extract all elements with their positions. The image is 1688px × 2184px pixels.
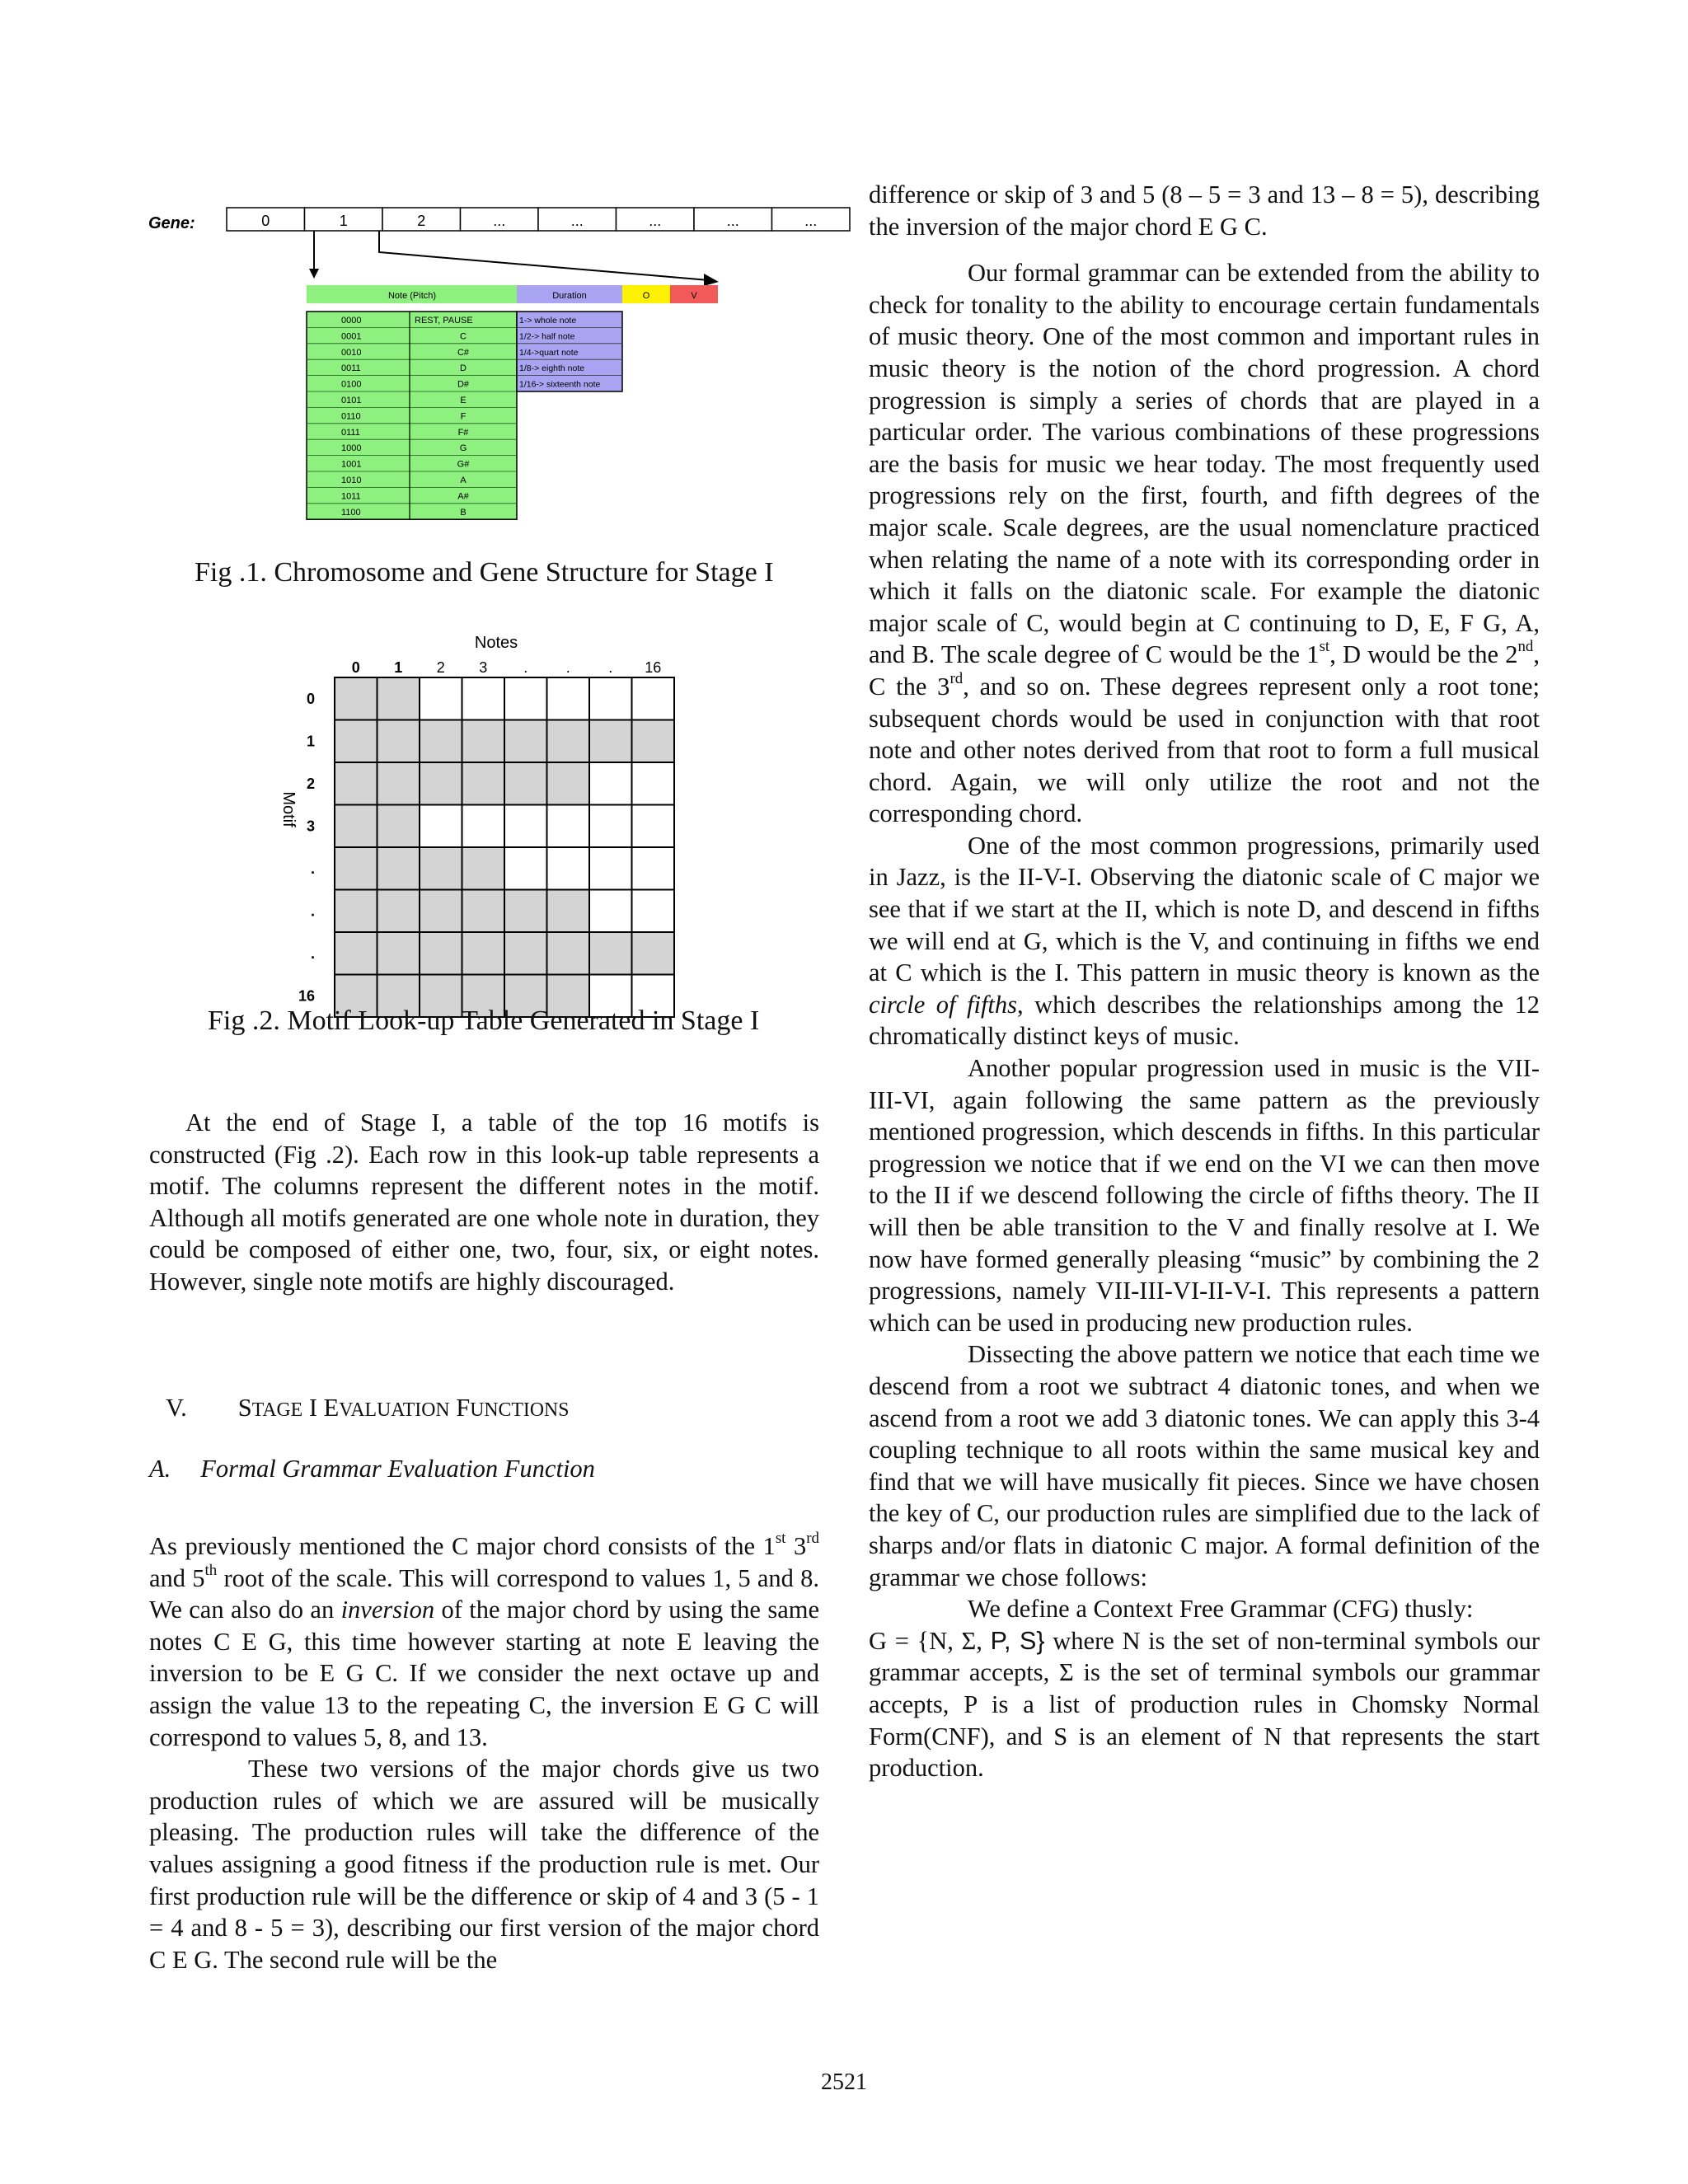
motif-row-label: . (310, 944, 315, 962)
motif-cell-empty (589, 847, 632, 890)
paragraph-production-rules: These two versions of the major chords give us two production rules of which we are assured will be musically pleasing. The production rules will take the difference of the values assigning a good fitness if the production rule is met. Our first production rule will be the difference or skip of 4 and 3 (5 - 1 = 4 and 8 - 5 = 3), describing our first version of the major chord C E G. The second rule will be the (149, 1755, 819, 1974)
motif-column-label: 0 (351, 659, 360, 676)
motif-cell-empty (504, 847, 547, 890)
motif-cell-filled (377, 890, 420, 933)
motif-cell-filled (420, 932, 462, 975)
motif-cell-empty (420, 677, 462, 720)
motif-column-label: . (608, 659, 613, 676)
motif-cell-filled (335, 762, 377, 805)
paragraph-cfg-tuple: G = {N, Σ, P, S} where N is the set of non-terminal symbols our grammar accepts, Σ is the set of terminal symbols our grammar accepts, P is a list of production rules in Chomsky Normal Form(CNF), and S is an element of N that represents the start production. (869, 1626, 1540, 1783)
gene-cell-label: ... (726, 213, 739, 229)
note-table-frame (307, 312, 517, 519)
section-number: V. (166, 1394, 187, 1422)
motif-cell-empty (589, 677, 632, 720)
v-header-label: V (691, 291, 697, 301)
motif-cell-filled (462, 720, 505, 763)
note-pitch-name: REST, PAUSE (415, 316, 473, 326)
motif-cell-filled (547, 720, 590, 763)
motif-axis-title: Motif (279, 791, 298, 827)
motif-cell-filled (547, 762, 590, 805)
duration-header-label: Duration (552, 291, 587, 301)
motif-cell-filled (377, 847, 420, 890)
motif-cell-empty (589, 805, 632, 848)
subsection-heading-a (149, 1455, 595, 1483)
motif-cell-filled (589, 720, 632, 763)
right-column-body (869, 179, 1540, 1784)
motif-cell-filled (335, 720, 377, 763)
motif-cell-empty (462, 805, 505, 848)
note-pitch-name: D (460, 363, 467, 374)
motif-cell-empty (632, 890, 675, 933)
note-pitch-name: C# (457, 347, 470, 358)
note-binary-code: 0101 (341, 396, 362, 405)
left-column-body (149, 1530, 819, 1975)
duration-entry: 1/16-> sixteenth note (519, 379, 601, 390)
paragraph-inversion-difference: difference or skip of 3 and 5 (8 – 5 = 3 and 13 – 8 = 5), describing the inversion of the major chord E G C. (869, 180, 1540, 241)
motif-column-label: . (523, 659, 528, 676)
motif-cell-filled (632, 932, 675, 975)
motif-cell-filled (335, 805, 377, 848)
figure-2-caption: Fig .2. Motif Look-up Table Generated in Stage I (208, 1005, 760, 1036)
motif-cell-empty (632, 847, 675, 890)
motif-cell-filled (504, 720, 547, 763)
section-heading-v (166, 1394, 569, 1422)
motif-cell-filled (462, 890, 505, 933)
note-pitch-name: F# (457, 427, 469, 438)
duration-table (517, 312, 622, 391)
motif-cell-filled (420, 720, 462, 763)
motif-cell-filled (420, 890, 462, 933)
motif-cell-filled (335, 890, 377, 933)
motif-cell-filled (335, 677, 377, 720)
duration-entry: 1/2-> half note (519, 331, 575, 342)
o-header-label: O (642, 291, 650, 301)
motif-cell-filled (547, 932, 590, 975)
gene-cell-label: ... (570, 213, 584, 229)
subsection-title: Formal Grammar Evaluation Function (200, 1455, 595, 1483)
note-pitch-name: B (460, 507, 467, 518)
figure-1-caption: Fig .1. Chromosome and Gene Structure for Stage I (195, 557, 774, 588)
figure-1-chromosome-diagram (140, 198, 857, 527)
note-pitch-name: A (460, 476, 467, 485)
motif-cell-filled (420, 847, 462, 890)
motif-cell-empty (504, 677, 547, 720)
motif-cell-filled (504, 762, 547, 805)
motif-cell-filled (462, 847, 505, 890)
motif-cell-filled (377, 932, 420, 975)
note-binary-code: 0111 (341, 427, 360, 438)
paragraph-ii-v-i: One of the most common progressions, primarily used in Jazz, is the II-V-I. Observing the diatonic scale of C major we see that if we start at the II, which is note D, and descend in fifths we will end at G, which is the V, and continuing in fifths we end at C which is the I. This pattern in music theory is known as the circle of fifths, which describes the relationships among the 12 chromatically distinct keys of music. (869, 831, 1540, 1051)
motif-cell-filled (547, 890, 590, 933)
motif-column-label: 3 (479, 659, 488, 676)
note-binary-code: 0011 (341, 363, 361, 374)
motif-grid (335, 677, 674, 1017)
duration-entry: 1/8-> eighth note (519, 363, 585, 374)
motif-row-label: . (310, 902, 315, 920)
motif-cell-empty (589, 762, 632, 805)
motif-column-label: . (565, 659, 570, 676)
motif-cell-filled (377, 677, 420, 720)
note-binary-code: 0001 (341, 331, 362, 342)
motif-cell-empty (547, 677, 590, 720)
note-pitch-name: F (460, 411, 467, 422)
paragraph-chord-progression: Our formal grammar can be extended from the ability to check for tonality to the ability to encourage certain fundamentals of music theory. One of the most common and important rules in music theory is the notion of the chord progression. A chord progression is simply a series of chords that are played in a particular order. The various combinations of these progressions are the basis for music we hear today. The most frequently used progressions rely on the first, fourth, and fifth degrees of the major scale. Scale degrees, are the usual nomenclature practiced when relating the name of a note with its corresponding order in which it falls on the diatonic scale. For example the diatonic major scale of C, would begin at C continuing to D, E, F G, A, and B. The scale degree of C would be the 1st, D would be the 2nd, C the 3rd, and so on. These degrees represent only a root tone; subsequent chords would be used in conjunction with that root note and other notes derived from that root to form a full musical chord. Again, we will only utilize the root and not the corresponding chord. (869, 259, 1540, 828)
motif-column-label: 1 (394, 659, 403, 676)
gene-cell-label: 2 (417, 213, 426, 229)
motif-cell-empty (420, 805, 462, 848)
section-title: STAGE I EVALUATION FUNCTIONS (237, 1394, 570, 1422)
gene-arrow-right-head (704, 274, 719, 286)
motif-cell-filled (462, 932, 505, 975)
paragraph-dissecting-pattern: Dissecting the above pattern we notice that each time we descend from a root we subtract 4 diatonic tones, and when we ascend from a root we add 3 diatonic tones. We can apply this 3-4 coupling technique to all roots within the same musical key and find that we will have musically fit pieces. Since we have chosen the key of C, our production rules are simplified due to the lack of sharps and/or flats in diatonic C major. A formal definition of the grammar we chose follows: (869, 1340, 1540, 1591)
gene-cell-label: ... (493, 213, 506, 229)
gene-cell-label: ... (804, 213, 818, 229)
motif-cell-empty (504, 805, 547, 848)
motif-row-label: 3 (306, 818, 315, 835)
motif-cell-empty (589, 890, 632, 933)
motif-cell-filled (377, 720, 420, 763)
motif-cell-empty (462, 677, 505, 720)
note-binary-code: 0000 (341, 316, 362, 326)
motif-row-label: . (310, 860, 315, 877)
motif-row-labels (298, 691, 315, 1005)
motif-cell-filled (335, 932, 377, 975)
motif-cell-filled (504, 932, 547, 975)
gene-label: Gene: (148, 214, 195, 232)
duration-entry: 1/4->quart note (519, 347, 579, 358)
motif-cell-filled (335, 847, 377, 890)
motif-cell-filled (377, 762, 420, 805)
page-number: 2521 (821, 2069, 867, 2095)
motif-cell-filled (377, 805, 420, 848)
figure-2-motif-table (272, 626, 701, 1005)
duration-entry: 1-> whole note (519, 316, 577, 326)
note-binary-code: 1000 (341, 443, 362, 454)
subsection-letter: A. (149, 1455, 171, 1483)
paragraph-stage-i-table: At the end of Stage I, a table of the top 16 motifs is constructed (Fig .2). Each row in this look-up table represents a motif. The columns represent the different notes in the motif. Although all motifs generated are one whole note in duration, they could be composed of either one, two, four, six, or eight notes. However, single note motifs are highly discouraged. (149, 1108, 819, 1296)
note-binary-code: 0100 (341, 379, 362, 390)
gene-arrow-right (379, 231, 709, 280)
motif-column-labels (352, 659, 662, 676)
note-pitch-name: E (460, 396, 467, 405)
paragraph-cfg-definition: We define a Context Free Grammar (CFG) thusly: (968, 1595, 1474, 1624)
motif-cell-filled (632, 720, 675, 763)
gene-cell-label: 1 (339, 213, 348, 229)
motif-cell-filled (589, 932, 632, 975)
motif-cell-empty (547, 805, 590, 848)
paragraph-vii-iii-vi: Another popular progression used in music is the VII-III-VI, again following the same pattern as the previously mentioned progression, which descends in fifths. In this particular progression we notice that if we end on the VI we can then move to the II if we descend following the circle of fifths theory. The II will then be able transition to the V and finally resolve at I. We now have formed generally pleasing “music” by combining the 2 progressions, namely VII-III-VI-II-V-I. This represents a pattern which can be used in producing new production rules. (869, 1054, 1540, 1337)
note-pitch-name: A# (457, 491, 469, 502)
motif-cell-empty (632, 805, 675, 848)
motif-column-label: 2 (436, 659, 445, 676)
note-pitch-table (307, 312, 517, 519)
gene-cell-label: ... (649, 213, 662, 229)
motif-cell-empty (632, 762, 675, 805)
note-binary-code: 1001 (341, 459, 362, 470)
motif-cell-filled (420, 762, 462, 805)
note-binary-code: 0010 (341, 347, 362, 358)
gene-cell-label: 0 (261, 213, 270, 229)
motif-row-label: 16 (298, 987, 315, 1005)
note-header-label: Note (Pitch) (387, 291, 437, 301)
motif-column-label: 16 (645, 659, 662, 676)
note-pitch-name: G# (457, 459, 470, 470)
motif-row-label: 2 (306, 775, 315, 792)
motif-cell-empty (632, 677, 675, 720)
paragraph-c-major-chord: As previously mentioned the C major chord consists of the 1st 3rd and 5th root of the scale. This will correspond to values 1, 5 and 8. We can also do an inversion of the major chord by using the same notes C E G, this time however starting at note E leaving the inversion to be E G C. If we consider the next octave up and assign the value 13 to the repeating C, the inversion E G C will correspond to values 5, 8, and 13. (149, 1529, 820, 1751)
motif-cell-filled (504, 890, 547, 933)
left-paragraph-stage-summary (149, 1107, 819, 1298)
note-binary-code: 1100 (341, 507, 361, 518)
motif-cell-empty (547, 847, 590, 890)
gene-array (227, 208, 850, 231)
note-binary-code: 1010 (341, 476, 362, 485)
note-binary-code: 0110 (341, 411, 361, 422)
motif-cell-filled (462, 762, 505, 805)
note-binary-code: 1011 (341, 491, 361, 502)
note-pitch-name: C (460, 331, 467, 342)
note-pitch-name: G (459, 443, 467, 454)
gene-arrow-down-head (309, 269, 319, 279)
motif-row-label: 0 (306, 690, 315, 707)
motif-row-label: 1 (306, 733, 315, 750)
note-pitch-name: D# (457, 379, 470, 390)
notes-axis-title: Notes (474, 634, 518, 652)
